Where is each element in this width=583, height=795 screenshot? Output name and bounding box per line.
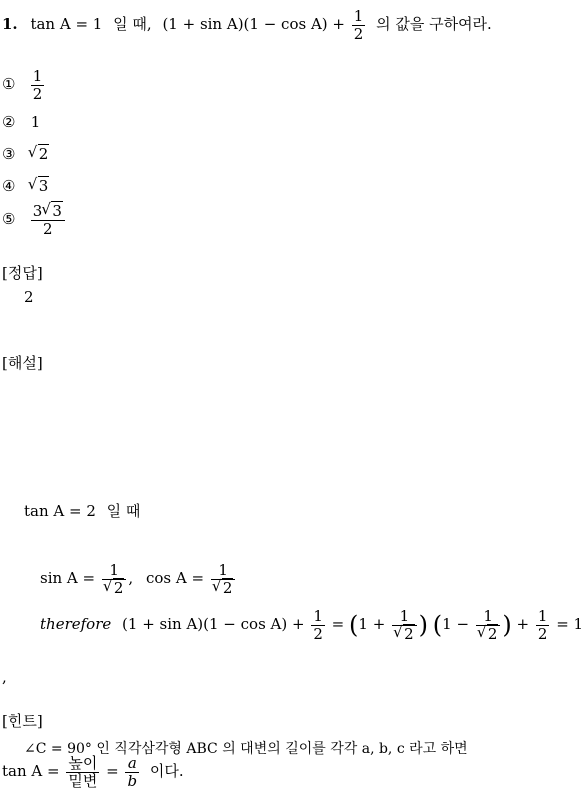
choice-3-mark: ③ <box>2 145 16 163</box>
one-minus: 1 − <box>442 615 470 633</box>
therefore-frac-a-sqrt <box>394 626 415 643</box>
solution-cos-fraction <box>211 562 236 596</box>
therefore-frac-a-den <box>392 626 417 643</box>
choice-5-num <box>31 203 65 221</box>
solution-cos-sqrt <box>213 580 234 597</box>
solution-sin-lhs: sin A = <box>40 569 96 587</box>
therefore-frac-b-radicand: 2 <box>487 624 498 643</box>
choice-2[interactable] <box>2 113 40 131</box>
answer-value: 2 <box>24 288 34 306</box>
choice-4-mark: ④ <box>2 177 16 195</box>
question-when: 일 때, <box>113 15 152 33</box>
therefore-frac-a <box>392 608 417 642</box>
choice-3[interactable] <box>2 145 49 163</box>
solution-cos-num: 1 <box>211 562 236 580</box>
solution-cos-radicand: 2 <box>222 578 233 597</box>
therefore-word: therefore <box>40 615 112 633</box>
choice-5-coef: 3 <box>32 202 43 220</box>
choice-1-den: 2 <box>32 84 43 103</box>
choice-5-radicand: 3 <box>52 202 62 220</box>
therefore-half <box>311 608 325 642</box>
hint-eq: = <box>106 762 119 780</box>
solution-cos-lhs: cos A = <box>145 569 205 587</box>
hint-line-2 <box>2 755 184 789</box>
choice-5-fraction <box>31 203 65 237</box>
paren-open-1: ( <box>349 611 359 639</box>
question-suffix: 의 값을 구하여라. <box>376 15 492 33</box>
solution-line-1 <box>24 500 140 521</box>
hint-line-1: ∠C = 90° 인 직각삼각형 ABC 의 대변의 길이를 각각 a, b, c 라고 하면 <box>24 741 468 757</box>
therefore-half-num: 1 <box>313 607 323 625</box>
choice-2-mark: ② <box>2 113 16 131</box>
solution-label: [해설] <box>2 354 43 372</box>
therefore-frac-b-num: 1 <box>476 608 501 626</box>
hint-fraction-words <box>66 755 99 789</box>
choice-1-num: 1 <box>32 67 43 85</box>
solution-cos-den <box>211 580 236 597</box>
solution-sin-cos <box>40 562 237 596</box>
therefore-frac-a-num: 1 <box>392 608 417 626</box>
choice-5[interactable] <box>2 203 67 237</box>
choice-5-den: 2 <box>43 219 53 238</box>
choice-4-radicand: 3 <box>38 177 49 195</box>
choice-5-mark: ⑤ <box>2 210 16 228</box>
solution-sin-radicand: 2 <box>113 578 124 597</box>
question-fraction-den: 2 <box>353 24 364 43</box>
choice-4-sqrt <box>29 177 50 195</box>
question-fraction <box>352 8 366 42</box>
question-line <box>2 8 492 42</box>
hint-tan: tan A = <box>2 762 60 780</box>
paren-close-2: ) <box>502 611 512 639</box>
therefore-half-2-num: 1 <box>537 607 548 625</box>
therefore-frac-b-sqrt <box>478 626 499 643</box>
solution-sin-fraction <box>102 562 127 596</box>
hint-suffix: 이다. <box>149 762 184 780</box>
hint-den: 밑변 <box>68 771 98 790</box>
hint-label: [힌트] <box>2 712 43 730</box>
solution-comma: , <box>128 569 134 587</box>
paren-close-1: ) <box>418 611 428 639</box>
choice-1[interactable] <box>2 68 46 102</box>
solution-when: 일 때 <box>106 502 141 520</box>
paren-open-2: ( <box>432 611 443 639</box>
hint-fraction-ab <box>125 755 139 789</box>
therefore-frac-a-radicand: 2 <box>404 624 414 643</box>
therefore-frac-b <box>476 608 501 642</box>
choice-2-value: 1 <box>30 113 41 131</box>
therefore-eq: = <box>331 615 345 633</box>
therefore-half-2-den: 2 <box>537 624 548 643</box>
solution-sin-num: 1 <box>102 562 127 580</box>
therefore-expression: (1 + sin A)(1 − cos A) + <box>122 615 305 633</box>
answer-label: [정답] <box>2 264 43 282</box>
choice-3-radicand: 2 <box>38 145 49 163</box>
solution-sin-sqrt <box>104 580 125 597</box>
choice-5-sqrt <box>42 203 63 220</box>
therefore-result: = 1 <box>556 615 583 633</box>
choice-1-mark: ① <box>2 75 16 93</box>
question-lhs: tan A = 1 <box>30 15 103 33</box>
hint-num: 높이 <box>68 754 98 772</box>
one-plus: 1 + <box>358 615 386 633</box>
solution-tan: tan A = 2 <box>24 502 96 520</box>
solution-sin-den <box>102 580 127 597</box>
choice-3-sqrt <box>29 145 50 163</box>
question-fraction-num: 1 <box>353 7 364 25</box>
therefore-plus: + <box>516 615 530 633</box>
choice-1-fraction <box>31 68 45 102</box>
hint-a: a <box>125 755 139 773</box>
hint-b: b <box>127 771 138 790</box>
therefore-frac-b-den <box>476 626 501 643</box>
stray-comma: , <box>2 668 7 686</box>
question-number: 1. <box>2 15 18 33</box>
solution-therefore-line <box>40 608 583 642</box>
therefore-half-2 <box>536 608 550 642</box>
therefore-half-den: 2 <box>313 624 323 643</box>
choice-4[interactable] <box>2 177 49 195</box>
question-expression: (1 + sin A)(1 − cos A) + <box>162 15 345 33</box>
